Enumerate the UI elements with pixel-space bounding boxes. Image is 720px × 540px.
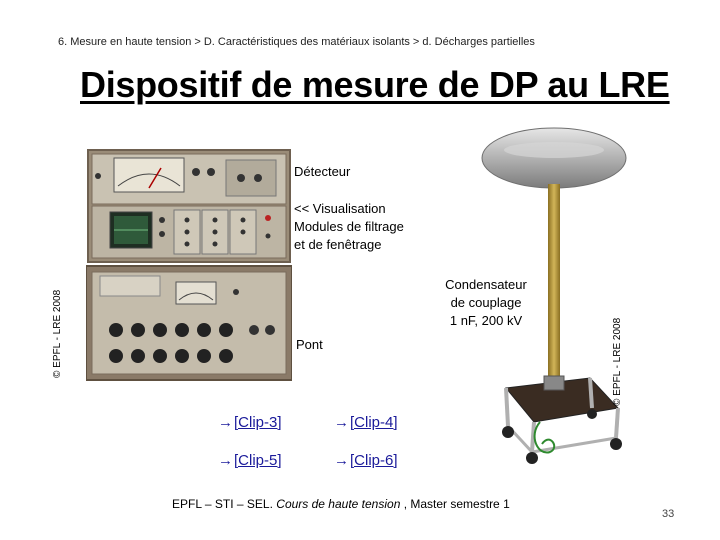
label-visualisation: << Visualisation	[294, 201, 386, 216]
label-condensateur-line2: de couplage	[450, 295, 522, 310]
right-arrow-icon: →	[334, 452, 349, 469]
clip-5-link[interactable]	[218, 452, 282, 469]
footer-prefix: EPFL – STI – SEL.	[172, 497, 277, 511]
clip-3-label: [Clip-3]	[234, 414, 282, 431]
label-pont: Pont	[296, 337, 323, 352]
right-arrow-icon: →	[218, 452, 233, 469]
clip-4-link[interactable]	[334, 414, 398, 431]
right-arrow-icon: →	[334, 414, 349, 431]
clip-6-link[interactable]	[334, 452, 398, 469]
label-modules-line1: Modules de filtrage	[294, 219, 404, 234]
label-modules-line2: et de fenêtrage	[294, 237, 382, 252]
page-number: 33	[662, 508, 675, 520]
label-detecteur: Détecteur	[294, 164, 351, 179]
clip-3-link[interactable]	[218, 414, 282, 431]
label-condensateur-line3: 1 nF, 200 kV	[449, 313, 523, 328]
footer	[172, 497, 510, 511]
footer-course: Cours de haute tension	[276, 497, 401, 511]
breadcrumb: 6. Mesure en haute tension > D. Caractéristiques des matériaux isolants > d. Décharges partielles	[58, 36, 535, 48]
copyright-left: © EPFL - LRE 2008	[52, 289, 63, 378]
page-title: Dispositif de mesure de DP au LRE	[80, 64, 670, 105]
clip-4-label: [Clip-4]	[350, 414, 398, 431]
clip-5-label: [Clip-5]	[234, 452, 282, 469]
label-condensateur-line1: Condensateur	[445, 277, 527, 292]
right-arrow-icon: →	[218, 414, 233, 431]
footer-suffix: , Master semestre 1	[400, 497, 510, 511]
equipment-rack-photo	[86, 148, 292, 384]
copyright-right: © EPFL - LRE 2008	[612, 317, 623, 406]
clip-6-label: [Clip-6]	[350, 452, 398, 469]
